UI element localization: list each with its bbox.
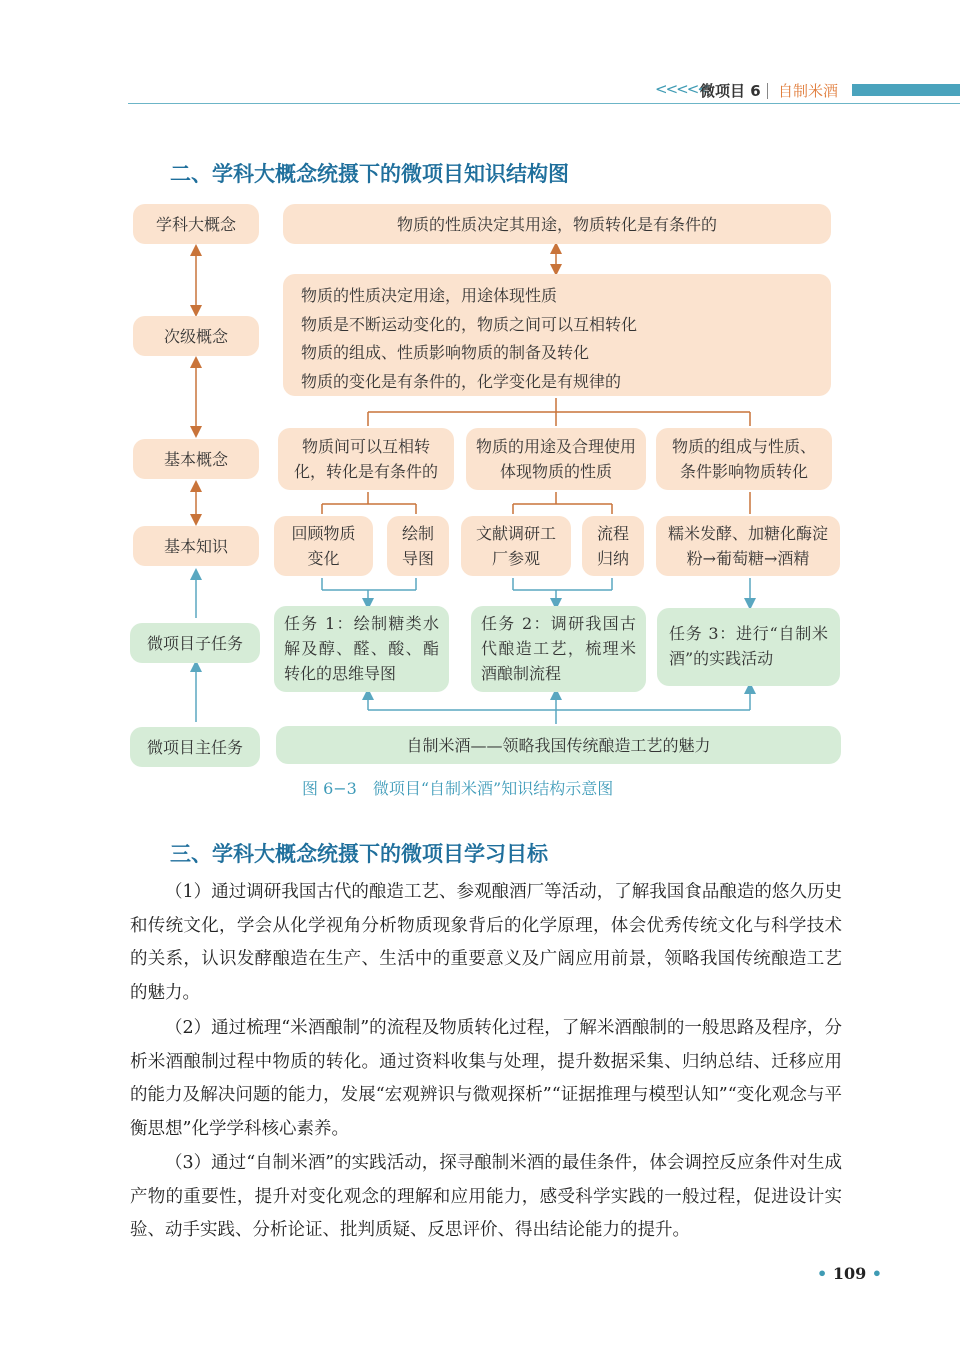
secondary-concept-item: 物质的变化是有条件的，化学变化是有规律的 bbox=[301, 371, 622, 391]
dot-icon: • bbox=[871, 1264, 883, 1283]
label-big-concept: 学科大概念 bbox=[133, 204, 259, 244]
goal-paragraph-3: （3）通过“自制米酒”的实践活动，探寻酿制米酒的最佳条件，体会调控反应条件对生成产物的重要性，提升对变化观念的理解和应用能力，感受科学实践的一般过程，促进设计实验、动手实践、分析论证、批判质疑、反思评价、得出结论能力的提升。 bbox=[130, 1153, 842, 1240]
page-number-value: 109 bbox=[832, 1264, 867, 1283]
figure-caption: 图 6−3 微项目“自制米酒”知识结构示意图 bbox=[302, 779, 614, 798]
label-basic-knowledge: 基本知识 bbox=[133, 526, 259, 566]
goal-paragraph-1: （1）通过调研我国古代的酿造工艺、参观酿酒厂等活动，了解我国食品酿造的悠久历史和传统文化，学会从化学视角分析物质现象背后的化学原理，体会优秀传统文化与科学技术的关系，认识发酵酿造在生产、生活中的重要意义及广阔应用前景，领略我国传统酿造工艺的魅力。 bbox=[130, 882, 842, 1003]
subtask-box-1: 任务 1：绘制糖类水解及醇、醛、酸、酯转化的思维导图 bbox=[274, 606, 449, 692]
label-secondary-concept: 次级概念 bbox=[133, 316, 259, 356]
label-main-task: 微项目主任务 bbox=[130, 727, 260, 767]
basic-concept-box: 物质的组成与性质、条件影响物质转化 bbox=[656, 428, 832, 490]
basic-knowledge-box: 文献调研工厂参观 bbox=[461, 516, 571, 576]
secondary-concept-item: 物质的组成、性质影响物质的制备及转化 bbox=[301, 343, 590, 362]
chevrons-icon: <<<<< bbox=[655, 80, 708, 98]
section-title-goals: 三、学科大概念统摄下的微项目学习目标 bbox=[170, 842, 548, 866]
basic-concept-box: 物质的用途及合理使用体现物质的性质 bbox=[466, 428, 646, 490]
secondary-concepts-box bbox=[283, 274, 831, 396]
basic-knowledge-box: 回顾物质变化 bbox=[274, 516, 373, 576]
subtask-box-2: 任务 2：调研我国古代酿造工艺，梳理米酒酿制流程 bbox=[471, 606, 646, 692]
label-basic-concept: 基本概念 bbox=[133, 439, 259, 479]
header-project-label: 微项目 6 bbox=[700, 82, 761, 100]
dot-icon: • bbox=[817, 1264, 828, 1283]
basic-concept-box: 物质间可以互相转化，转化是有条件的 bbox=[278, 428, 454, 490]
secondary-concept-item: 物质的性质决定用途，用途体现性质 bbox=[301, 286, 558, 305]
section-title-structure: 二、学科大概念统摄下的微项目知识结构图 bbox=[170, 162, 569, 186]
goal-paragraph-2: （2）通过梳理“米酒酿制”的流程及物质转化过程，了解米酒酿制的一般思路及程序，分析米酒酿制过程中物质的转化。通过资料收集与处理，提升数据采集、归纳总结、迁移应用的能力及解决问题的能力，发展“宏观辨识与微观探析”“证据推理与模型认知”“变化观念与平衡思想”化学学科核心素养。 bbox=[130, 1018, 842, 1139]
basic-knowledge-box: 糯米发酵、加糖化酶淀粉→葡萄糖→酒精 bbox=[656, 516, 840, 576]
main-task-box: 自制米酒——领略我国传统酿造工艺的魅力 bbox=[276, 726, 841, 764]
secondary-concept-item: 物质是不断运动变化的，物质之间可以互相转化 bbox=[301, 314, 638, 334]
label-subtasks: 微项目子任务 bbox=[130, 623, 260, 663]
header-project-title: 自制米酒 bbox=[778, 82, 839, 100]
basic-knowledge-box: 绘制导图 bbox=[387, 516, 449, 576]
subtask-box-3: 任务 3：进行“自制米酒”的实践活动 bbox=[657, 608, 840, 686]
big-concept-box: 物质的性质决定其用途，物质转化是有条件的 bbox=[283, 204, 831, 244]
page-number bbox=[817, 1264, 882, 1283]
basic-knowledge-box: 流程归纳 bbox=[582, 516, 644, 576]
